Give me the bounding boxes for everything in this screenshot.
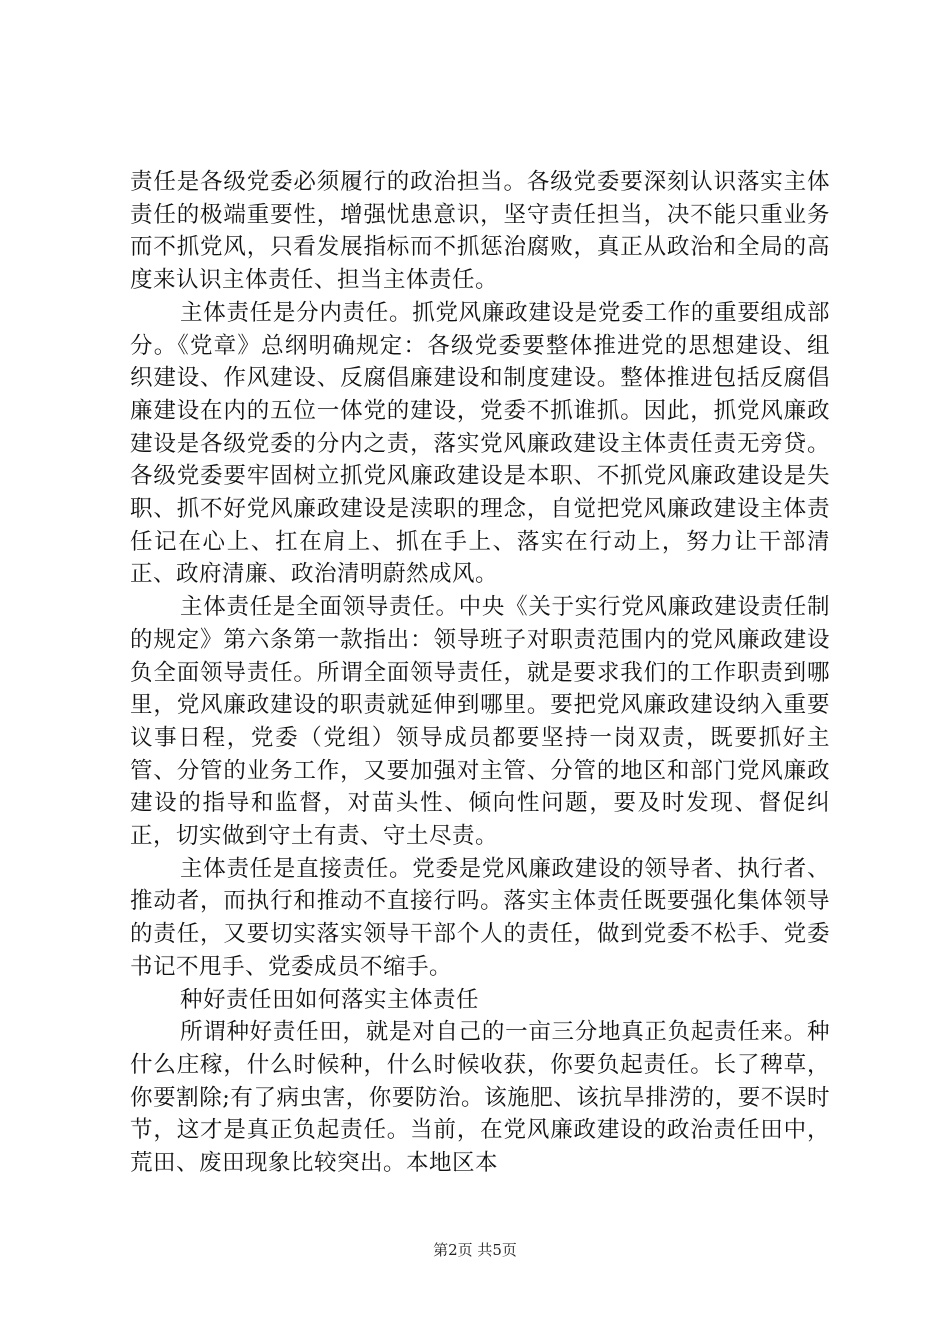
page-footer: 第2页 共5页 <box>433 1241 517 1259</box>
paragraph-5: 所谓种好责任田，就是对自己的一亩三分地真正负起责任来。种什么庄稼，什么时候种，什么时候收获，你要负起责任。长了稗草，你要割除;有了病虫害，你要防治。该施肥、该抗旱排涝的，要不误时节，这才是真正负起责任。当前，在党风廉政建设的政治责任田中，荒田、废田现象比较突出。本地区本 <box>130 1019 830 1177</box>
paragraph-3: 主体责任是全面领导责任。中央《关于实行党风廉政建设责任制的规定》第六条第一款指出：领导班子对职责范围内的党风廉政建设负全面领导责任。所谓全面领导责任，就是要求我们的工作职责到哪里，党风廉政建设的职责就延伸到哪里。要把党风廉政建设纳入重要议事日程，党委（党组）领导成员都要坚持一岗双责，既要抓好主管、分管的业务工作，又要加强对主管、分管的地区和部门党风廉政建设的指导和监督，对苗头性、倾向性问题，要及时发现、督促纠正，切实做到守土有责、守土尽责。 <box>130 594 830 850</box>
paragraph-4: 主体责任是直接责任。党委是党风廉政建设的领导者、执行者、推动者，而执行和推动不直接行吗。落实主体责任既要强化集体领导的责任，又要切实落实领导干部个人的责任，做到党委不松手、党委书记不甩手、党委成员不缩手。 <box>130 855 830 980</box>
paragraph-2: 主体责任是分内责任。抓党风廉政建设是党委工作的重要组成部分。《党章》总纲明确规定：各级党委要整体推进党的思想建设、组织建设、作风建设、反腐倡廉建设和制度建设。整体推进包括反腐倡廉建设在内的五位一体党的建设，党委不抓谁抓。因此，抓党风廉政建设是各级党委的分内之责，落实党风廉政建设主体责任责无旁贷。各级党委要牢固树立抓党风廉政建设是本职、不抓党风廉政建设是失职、抓不好党风廉政建设是渎职的理念，自觉把党风廉政建设主体责任记在心上、扛在肩上、抓在手上、落实在行动上，努力让干部清正、政府清廉、政治清明蔚然成风。 <box>130 299 830 588</box>
section-heading: 种好责任田如何落实主体责任 <box>180 986 480 1013</box>
document-body <box>130 166 830 1180</box>
paragraph-1: 责任是各级党委必须履行的政治担当。各级党委要深刻认识落实主体责任的极端重要性，增强忧患意识，坚守责任担当，决不能只重业务而不抓党风，只看发展指标而不抓惩治腐败，真正从政治和全局的高度来认识主体责任、担当主体责任。 <box>130 169 830 294</box>
